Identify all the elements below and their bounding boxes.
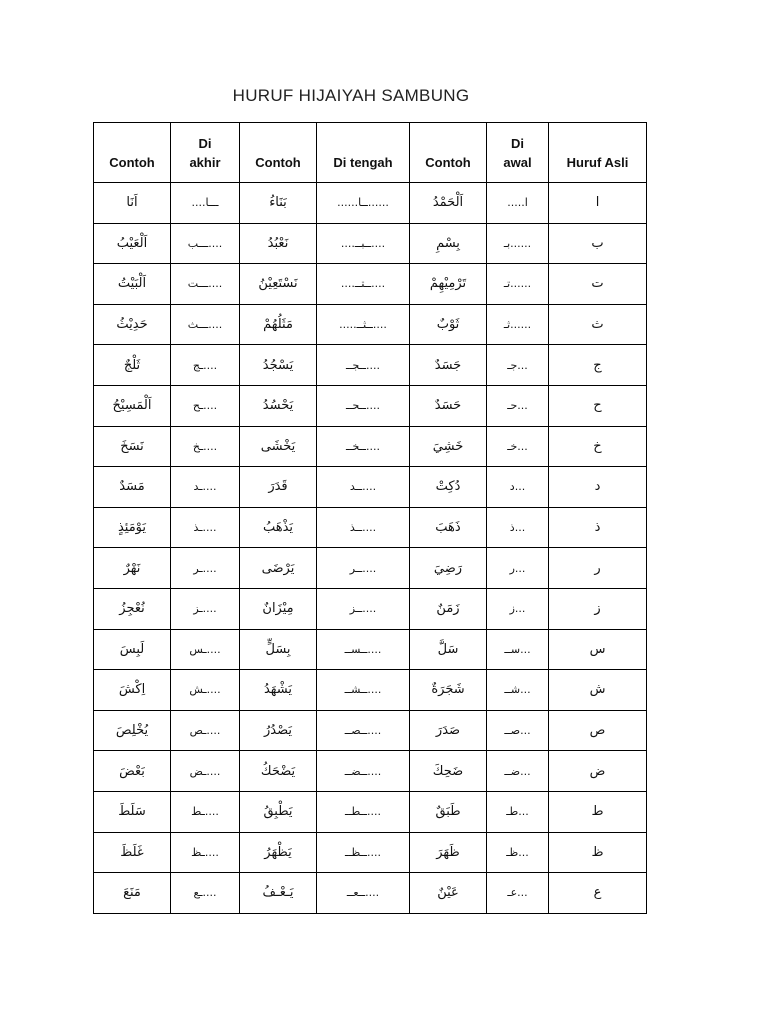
contoh-tengah-cell: نَسْتَعِيْنُ xyxy=(240,264,317,305)
contoh-akhir-cell: اَلْمَسِيْحُ xyxy=(94,385,171,426)
contoh-tengah-cell: مِيْزَانٌ xyxy=(240,588,317,629)
di-tengah-cell: ......ــا...... xyxy=(317,183,410,224)
di-akhir-cell: ....ـش xyxy=(171,670,240,711)
di-akhir-cell: ....ـط xyxy=(171,791,240,832)
contoh-akhir-cell: اَنَا xyxy=(94,183,171,224)
di-awal-cell: ...شــ xyxy=(487,670,549,711)
di-tengah-cell: ....ــثــ..... xyxy=(317,304,410,345)
contoh-awal-cell: عَيْنٌ xyxy=(410,873,487,914)
di-akhir-cell: ....ـخ xyxy=(171,426,240,467)
contoh-akhir-cell: حَدِيْثُ xyxy=(94,304,171,345)
table-row xyxy=(94,873,647,914)
di-tengah-cell: ....ــشــ xyxy=(317,670,410,711)
huruf-asli-cell: ع xyxy=(549,873,647,914)
di-tengah-cell: ....ــضــ xyxy=(317,751,410,792)
header-line1 xyxy=(410,134,486,153)
contoh-awal-cell: طَبَقٌ xyxy=(410,791,487,832)
huruf-asli-cell: ج xyxy=(549,345,647,386)
di-akhir-cell: ـــا.... xyxy=(171,183,240,224)
di-akhir-cell: ....ـذ xyxy=(171,507,240,548)
di-tengah-cell: ....ــبــ.... xyxy=(317,223,410,264)
contoh-tengah-cell: بَنَاءُ xyxy=(240,183,317,224)
huruf-asli-cell: ذ xyxy=(549,507,647,548)
huruf-asli-cell: ش xyxy=(549,670,647,711)
contoh-tengah-cell: يَخْشَى xyxy=(240,426,317,467)
di-tengah-cell: ....ــذ xyxy=(317,507,410,548)
contoh-akhir-cell: سَلَطَ xyxy=(94,791,171,832)
contoh-akhir-cell: لَبِسَ xyxy=(94,629,171,670)
header-line2: awal xyxy=(503,154,532,170)
page-title: HURUF HIJAIYAH SAMBUNG xyxy=(232,86,470,105)
di-akhir-cell: ....ـز xyxy=(171,588,240,629)
huruf-asli-cell: ر xyxy=(549,548,647,589)
header-di-awal xyxy=(487,123,549,183)
table-row xyxy=(94,548,647,589)
di-awal-cell: ...ســ xyxy=(487,629,549,670)
contoh-akhir-cell: يُخْلِصَ xyxy=(94,710,171,751)
table-row xyxy=(94,629,647,670)
di-awal-cell: ...طـ xyxy=(487,791,549,832)
table-row xyxy=(94,670,647,711)
huruf-asli-cell: ث xyxy=(549,304,647,345)
contoh-awal-cell: جَسَدٌ xyxy=(410,345,487,386)
table-row xyxy=(94,385,647,426)
header-line2: Contoh xyxy=(109,154,155,170)
contoh-akhir-cell: نُعْجِزُ xyxy=(94,588,171,629)
table-row xyxy=(94,426,647,467)
di-akhir-cell: ....ـج xyxy=(171,345,240,386)
di-awal-cell: ...حـ xyxy=(487,385,549,426)
contoh-tengah-cell: نَعْبُدُ xyxy=(240,223,317,264)
table-row xyxy=(94,710,647,751)
contoh-akhir-cell: اِكْشَ xyxy=(94,670,171,711)
di-tengah-cell: ....ــســ xyxy=(317,629,410,670)
contoh-tengah-cell: يَذْهَبُ xyxy=(240,507,317,548)
di-awal-cell: ...عـ xyxy=(487,873,549,914)
di-awal-cell: ...صــ xyxy=(487,710,549,751)
di-akhir-cell: ....ـض xyxy=(171,751,240,792)
di-awal-cell: ...ذ xyxy=(487,507,549,548)
table-row xyxy=(94,223,647,264)
contoh-akhir-cell: مَنَعَ xyxy=(94,873,171,914)
di-akhir-cell: ....ـر xyxy=(171,548,240,589)
huruf-asli-cell: ز xyxy=(549,588,647,629)
di-awal-cell: ...خـ xyxy=(487,426,549,467)
di-awal-cell: ......بـ xyxy=(487,223,549,264)
contoh-tengah-cell: يَظْهَرُ xyxy=(240,832,317,873)
huruf-asli-cell: ض xyxy=(549,751,647,792)
header-contoh-akhir xyxy=(94,123,171,183)
contoh-awal-cell: دُكِتْ xyxy=(410,467,487,508)
di-tengah-cell: ....ــعــ xyxy=(317,873,410,914)
contoh-tengah-cell: يَشْهَدُ xyxy=(240,670,317,711)
di-akhir-cell: ....ـح xyxy=(171,385,240,426)
contoh-tengah-cell: يَضْحَكُ xyxy=(240,751,317,792)
contoh-tengah-cell: يَـعْـفُ xyxy=(240,873,317,914)
contoh-awal-cell: زَمَنٌ xyxy=(410,588,487,629)
di-akhir-cell: ....ـــب xyxy=(171,223,240,264)
header-line1 xyxy=(317,134,409,153)
contoh-awal-cell: تَرْمِيْهِمْ xyxy=(410,264,487,305)
contoh-awal-cell: حَسَدٌ xyxy=(410,385,487,426)
di-tengah-cell: ....ــتــ.... xyxy=(317,264,410,305)
di-awal-cell: ...د xyxy=(487,467,549,508)
contoh-tengah-cell: مَثَلُهُمْ xyxy=(240,304,317,345)
di-awal-cell: ...جـ xyxy=(487,345,549,386)
huruf-asli-cell: د xyxy=(549,467,647,508)
contoh-akhir-cell: غَلَظَ xyxy=(94,832,171,873)
table-row xyxy=(94,588,647,629)
contoh-awal-cell: صَدَرَ xyxy=(410,710,487,751)
di-tengah-cell: ....ــحــ xyxy=(317,385,410,426)
di-awal-cell: ...ز xyxy=(487,588,549,629)
contoh-awal-cell: ضَحِكَ xyxy=(410,751,487,792)
contoh-tengah-cell: بِسَلٍّ xyxy=(240,629,317,670)
contoh-awal-cell: اَلْحَمْدُ xyxy=(410,183,487,224)
contoh-akhir-cell: ثَلْجٌ xyxy=(94,345,171,386)
huruf-asli-cell: ظ xyxy=(549,832,647,873)
header-contoh-awal xyxy=(410,123,487,183)
table-row xyxy=(94,832,647,873)
header-line1 xyxy=(240,134,316,153)
huruf-asli-cell: ح xyxy=(549,385,647,426)
header-line2: Huruf Asli xyxy=(566,154,629,170)
header-di-tengah xyxy=(317,123,410,183)
table-row xyxy=(94,507,647,548)
contoh-akhir-cell: نَهْرٌ xyxy=(94,548,171,589)
di-tengah-cell: ....ــظــ xyxy=(317,832,410,873)
di-akhir-cell: ....ـــت xyxy=(171,264,240,305)
header-line2: akhir xyxy=(189,154,221,170)
header-line2: Di tengah xyxy=(333,154,393,170)
huruf-asli-cell: ا xyxy=(549,183,647,224)
table-row xyxy=(94,183,647,224)
di-awal-cell: ......ثـ xyxy=(487,304,549,345)
header-line1: Di xyxy=(511,135,524,151)
table-row xyxy=(94,345,647,386)
huruf-asli-cell: خ xyxy=(549,426,647,467)
header-di-akhir xyxy=(171,123,240,183)
contoh-awal-cell: رَضِيَ xyxy=(410,548,487,589)
contoh-awal-cell: ظَهَرَ xyxy=(410,832,487,873)
contoh-tengah-cell: يَسْجُدُ xyxy=(240,345,317,386)
di-akhir-cell: ....ـص xyxy=(171,710,240,751)
contoh-akhir-cell: يَوْمَئِذٍ xyxy=(94,507,171,548)
di-tengah-cell: ....ــد xyxy=(317,467,410,508)
di-tengah-cell: ....ــجــ xyxy=(317,345,410,386)
huruf-asli-cell: ط xyxy=(549,791,647,832)
header-line1: Di xyxy=(198,135,212,151)
huruf-asli-cell: ت xyxy=(549,264,647,305)
di-akhir-cell: ....ـس xyxy=(171,629,240,670)
di-akhir-cell: ....ـــث xyxy=(171,304,240,345)
header-huruf-asli xyxy=(549,123,647,183)
contoh-tengah-cell: يَحْسُدُ xyxy=(240,385,317,426)
di-akhir-cell: ....ـع xyxy=(171,873,240,914)
di-awal-cell: ...ضــ xyxy=(487,751,549,792)
huruf-asli-cell: س xyxy=(549,629,647,670)
header-line1 xyxy=(549,134,646,153)
contoh-akhir-cell: اَلْعَيْبُ xyxy=(94,223,171,264)
header-line2: Contoh xyxy=(255,154,301,170)
huruf-asli-cell: ص xyxy=(549,710,647,751)
di-tengah-cell: ....ــر xyxy=(317,548,410,589)
header-line1 xyxy=(94,134,170,153)
contoh-awal-cell: سَلَّ xyxy=(410,629,487,670)
table-row xyxy=(94,791,647,832)
contoh-awal-cell: ذَهَبَ xyxy=(410,507,487,548)
contoh-awal-cell: بِسْمِ xyxy=(410,223,487,264)
table-row xyxy=(94,751,647,792)
table-row xyxy=(94,264,647,305)
di-awal-cell: ا..... xyxy=(487,183,549,224)
contoh-tengah-cell: يَطْبِقُ xyxy=(240,791,317,832)
di-tengah-cell: ....ــصــ xyxy=(317,710,410,751)
di-tengah-cell: ....ــطــ xyxy=(317,791,410,832)
contoh-awal-cell: ثَوْبٌ xyxy=(410,304,487,345)
header-contoh-tengah xyxy=(240,123,317,183)
contoh-tengah-cell: يَرْضَى xyxy=(240,548,317,589)
di-tengah-cell: ....ــخــ xyxy=(317,426,410,467)
contoh-awal-cell: خَشِيَ xyxy=(410,426,487,467)
header-line2: Contoh xyxy=(425,154,471,170)
di-awal-cell: ...ر xyxy=(487,548,549,589)
table-row xyxy=(94,467,647,508)
di-awal-cell: ...ظـ xyxy=(487,832,549,873)
header-row xyxy=(94,123,647,183)
table-body xyxy=(94,183,647,914)
contoh-awal-cell: شَجَرَةٌ xyxy=(410,670,487,711)
contoh-akhir-cell: اَلْبَيْتُ xyxy=(94,264,171,305)
di-awal-cell: ......تـ xyxy=(487,264,549,305)
contoh-akhir-cell: نَسَخَ xyxy=(94,426,171,467)
di-tengah-cell: ....ــز xyxy=(317,588,410,629)
di-akhir-cell: ....ـظ xyxy=(171,832,240,873)
contoh-tengah-cell: قَدَرَ xyxy=(240,467,317,508)
contoh-tengah-cell: يَصْدُرُ xyxy=(240,710,317,751)
contoh-akhir-cell: مَسَدٌ xyxy=(94,467,171,508)
huruf-asli-cell: ب xyxy=(549,223,647,264)
di-akhir-cell: ....ـد xyxy=(171,467,240,508)
table-row xyxy=(94,304,647,345)
contoh-akhir-cell: بَعْضَ xyxy=(94,751,171,792)
hijaiyah-table xyxy=(93,122,647,914)
